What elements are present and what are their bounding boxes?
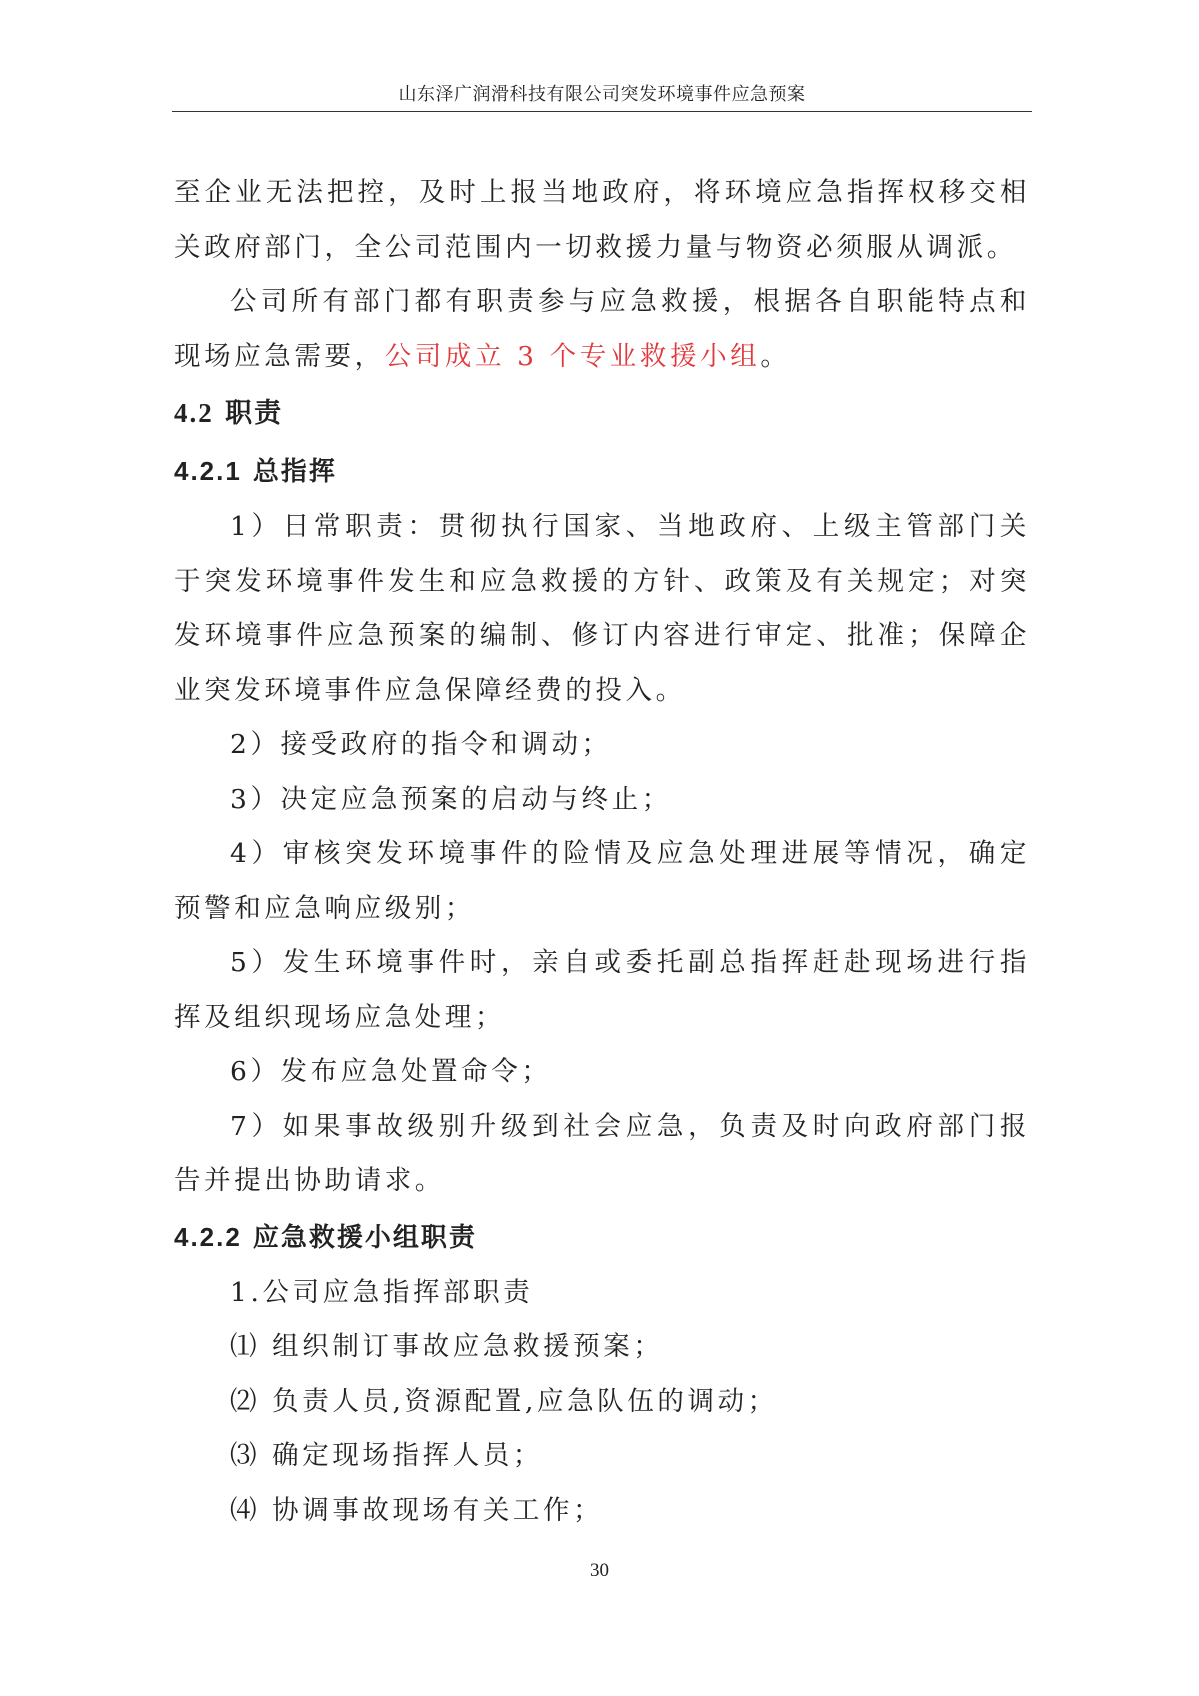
list-item: 3）决定应急预案的启动与终止；: [230, 783, 672, 815]
section-number: 4.2.1: [174, 456, 242, 486]
header-rule: [172, 111, 1032, 112]
list-item: 5）发生环境事件时，亲自或委托副总指挥赶赴现场进行指挥及组织现场应急处理；: [174, 947, 1030, 1033]
section-heading-4-2-1: [174, 443, 1030, 500]
section-number: 4.2: [174, 398, 214, 428]
list-item: ⑶ 确定现场指挥人员；: [230, 1440, 544, 1471]
page-content: [174, 166, 1030, 1538]
document-header: 山东泽广润滑科技有限公司突发环境事件应急预案: [398, 84, 806, 105]
list-item: 6）发布应急处置命令；: [230, 1056, 552, 1087]
paragraph-text: 公司所有部门都有职责参与应急救援，根据各自职能特点和现场应急需要，: [174, 286, 1030, 372]
section-title: 总指挥: [252, 457, 337, 487]
section-heading-4-2: [174, 384, 1030, 443]
paragraph-rescue-groups: [174, 275, 1030, 384]
list-item: 4）审核突发环境事件的险情及应急处理进展等情况，确定预警和应急响应级别；: [174, 838, 1030, 924]
highlighted-text: 公司成立 3 个专业救援小组: [384, 340, 761, 372]
paragraph-continuation: 至企业无法把控，及时上报当地政府，将环境应急指挥权移交相关政府部门，全公司范围内一切救援力量与物资必须服从调派。: [174, 177, 1030, 263]
page-number: 30: [590, 1560, 609, 1581]
list-item: 7）如果事故级别升级到社会应急，负责及时向政府部门报告并提出协助请求。: [174, 1110, 1030, 1196]
list-item: 1）日常职责：贯彻执行国家、当地政府、上级主管部门关于突发环境事件发生和应急救援的方针、政策及有关规定；对突发环境事件应急预案的编制、修订内容进行审定、批准；保障企业突发环境事件应急保障经费的投入。: [174, 511, 1030, 706]
section-title: 应急救援小组职责: [252, 1222, 477, 1253]
subsection-title: 1.公司应急指挥部职责: [230, 1276, 534, 1308]
paragraph-end: 。: [760, 340, 791, 372]
list-item: ⑴ 组织制订事故应急救援预案；: [230, 1331, 664, 1362]
list-item: 2）接受政府的指令和调动；: [230, 729, 612, 760]
section-number: 4.2.2: [174, 1221, 242, 1252]
section-title: 职责: [225, 398, 284, 429]
list-item: ⑵ 负责人员,资源配置,应急队伍的调动；: [230, 1385, 778, 1417]
list-item: ⑷ 协调事故现场有关工作；: [230, 1494, 604, 1526]
section-heading-4-2-2: [174, 1209, 1030, 1266]
